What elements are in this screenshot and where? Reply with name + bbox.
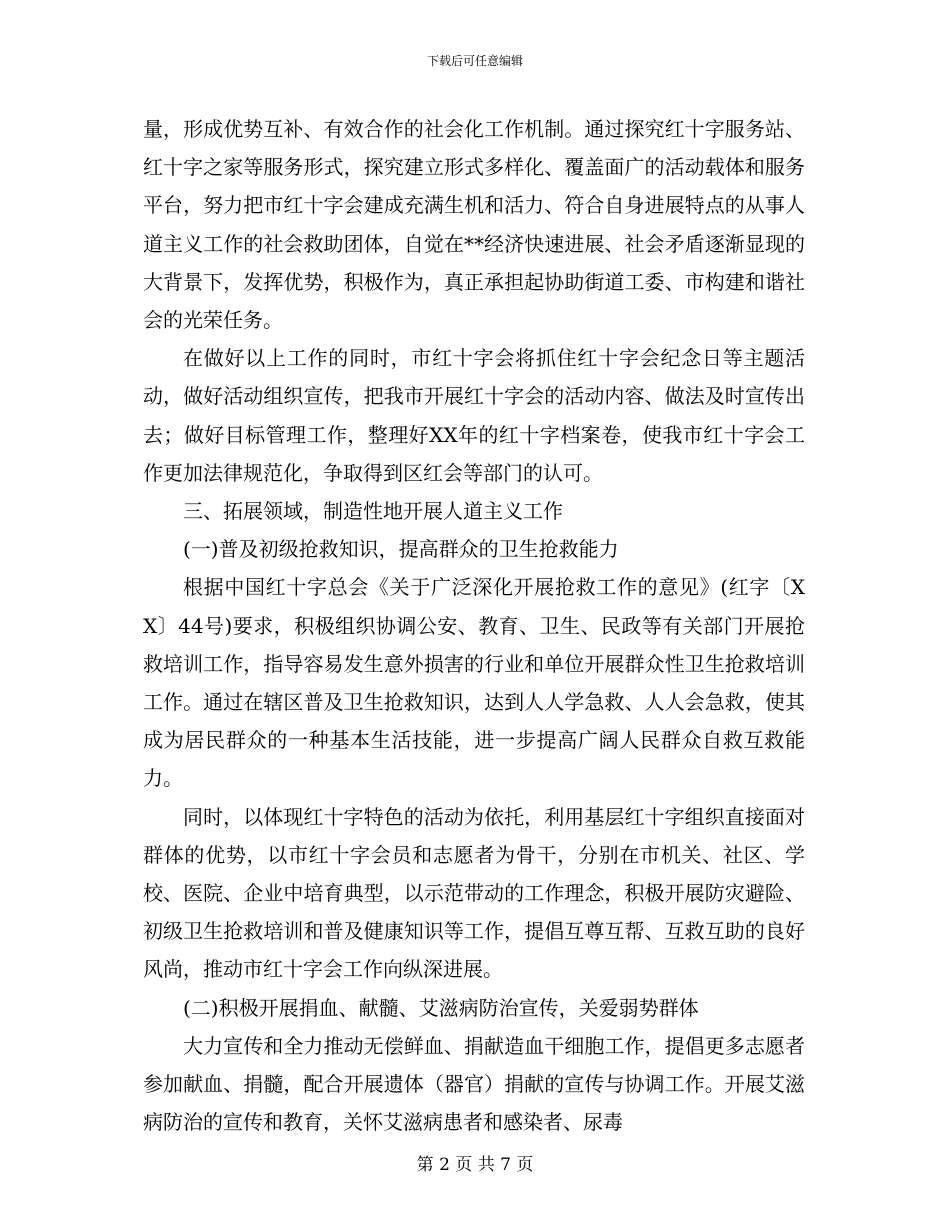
subsection-heading-1: (一)普及初级抢救知识，提高群众的卫生抢救能力 — [183, 537, 619, 562]
document-body — [143, 110, 805, 1141]
subsection-heading-2: (二)积极开展捐血、献髓、艾滋病防治宣传，关爱弱势群体 — [183, 995, 699, 1020]
paragraph-4: 同时，以体现红十字特色的活动为依托，利用基层红十字组织直接面对群体的优势，以市红十字会员和志愿者为骨干，分别在市机关、社区、学校、医院、企业中培育典型，以示范带动的工作理念，积极开展防灾避险、初级卫生抢救培训和普及健康知识等工作，提倡互尊互帮、互救互助的良好风尚，推动市红十字会工作向纵深进展。 — [143, 804, 805, 982]
section-heading-3: 三、拓展领域，制造性地开展人道主义工作 — [183, 499, 563, 524]
paragraph-2: 在做好以上工作的同时，市红十字会将抓住红十字会纪念日等主题活动，做好活动组织宣传，把我市开展红十字会的活动内容、做法及时宣传出去；做好目标管理工作，整理好XX年的红十字档案卷，使我市红十字会工作更加法律规范化，争取得到区红会等部门的认可。 — [143, 346, 805, 485]
page-number-footer: 第 2 页 共 7 页 — [416, 1155, 534, 1175]
paragraph-1: 量，形成优势互补、有效合作的社会化工作机制。通过探究红十字服务站、红十字之家等服务形式，探究建立形式多样化、覆盖面广的活动载体和服务平台，努力把市红十字会建成充满生机和活力、符合自身进展特点的从事人道主义工作的社会救助团体，自觉在**经济快速进展、社会矛盾逐渐显现的大背景下，发挥优势，积极作为，真正承担起协助街道工委、市构建和谐社会的光荣任务。 — [143, 117, 805, 333]
paragraph-5: 大力宣传和全力推动无偿鲜血、捐献造血干细胞工作，提倡更多志愿者参加献血、捐髓，配合开展遗体（器官）捐献的宣传与协调工作。开展艾滋病防治的宣传和教育，关怀艾滋病患者和感染者、尿毒 — [143, 1033, 805, 1135]
paragraph-3: 根据中国红十字总会《关于广泛深化开展抢救工作的意见》(红字〔XX〕44号)要求，积极组织协调公安、教育、卫生、民政等有关部门开展抢救培训工作，指导容易发生意外损害的行业和单位开展群众性卫生抢救培训工作。通过在辖区普及卫生抢救知识，达到人人学急救、人人会急救，使其成为居民群众的一种基本生活技能，进一步提高广阔人民群众自救互救能力。 — [143, 575, 805, 791]
page-header: 下载后可任意编辑 — [426, 54, 523, 68]
